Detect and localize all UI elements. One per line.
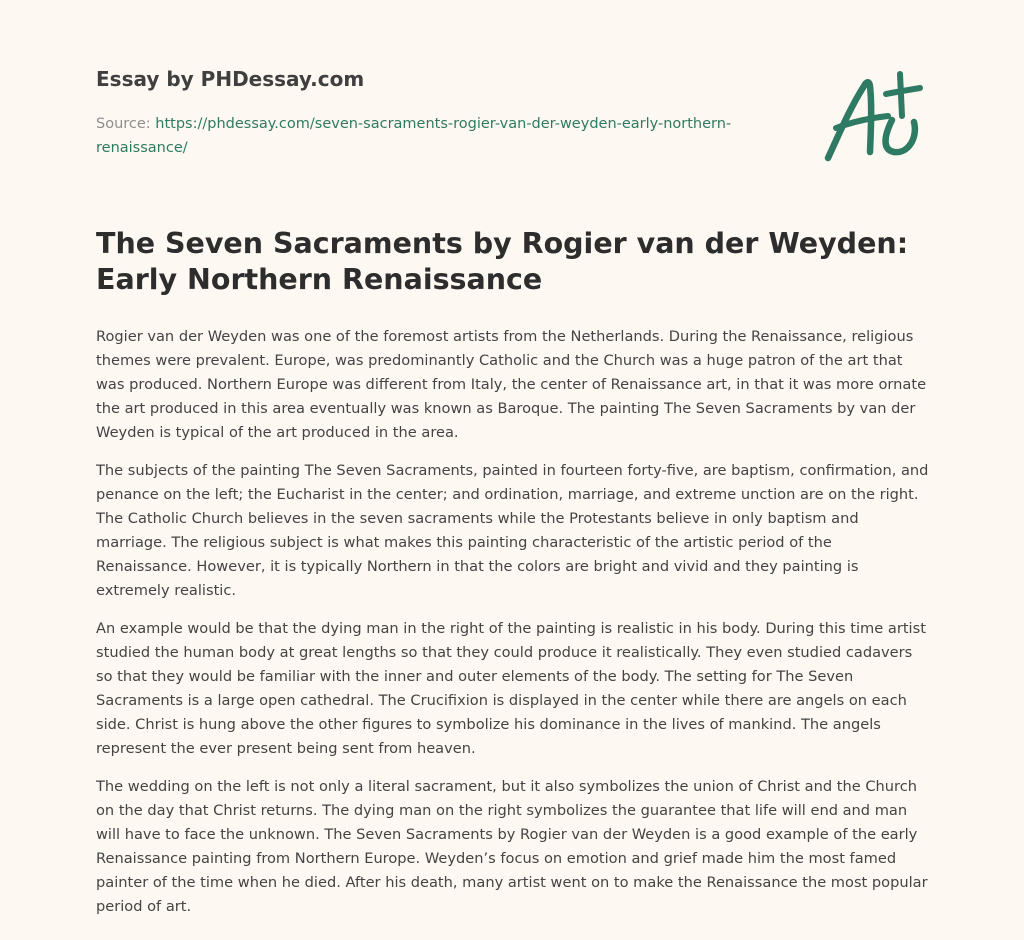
source-line	[96, 112, 786, 160]
paragraph: An example would be that the dying man in the right of the painting is realistic in his body. During this time artist studied the human body at great lengths so that they could produce it realistically. They even studied cadavers so that they would be familiar with the inner and outer elements of the body. The setting for The Seven Sacraments is a large open cathedral. The Crucifixion is displayed in the center while there are angels on each side. Christ is hung above the other figures to symbolize his dominance in the lives of mankind. The angels represent the ever present being sent from heaven.	[96, 620, 926, 757]
paragraph: Rogier van der Weyden was one of the foremost artists from the Netherlands. During the Renaissance, religious themes were prevalent. Europe, was predominantly Catholic and the Church was a huge patron of the art that was produced. Northern Europe was different from Italy, the center of Renaissance art, in that it was more ornate the art produced in this area eventually was known as Baroque. The painting The Seven Sacraments by van der Weyden is typical of the art produced in the area.	[96, 328, 927, 441]
article-body	[96, 325, 932, 933]
source-label: Source:	[96, 116, 151, 132]
a-plus-logo-icon	[822, 66, 926, 166]
site-brand: Essay by PHDessay.com	[96, 67, 365, 91]
paragraph: The subjects of the painting The Seven Sacraments, painted in fourteen forty-five, are baptism, confirmation, and penance on the left; the Eucharist in the center; and ordination, marriage, and extreme unction are on the right. The Catholic Church believes in the seven sacraments while the Protestants believe in only baptism and marriage. The religious subject is what makes this painting characteristic of the artistic period of the Renaissance. However, it is typically Northern in that the colors are bright and vivid and they painting is extremely realistic.	[96, 462, 929, 599]
article-title: The Seven Sacraments by Rogier van der Weyden: Early Northern Renaissance	[96, 227, 909, 296]
paragraph: The wedding on the left is not only a literal sacrament, but it also symbolizes the union of Christ and the Church on the day that Christ returns. The dying man on the right symbolizes the guarantee that life will end and man will have to face the unknown. The Seven Sacraments by Rogier van der Weyden is a good example of the early Renaissance painting from Northern Europe. Weyden’s focus on emotion and grief made him the most famed painter of the time when he died. After his death, many artist went on to make the Renaissance the most popular period of art.	[96, 778, 928, 915]
source-link[interactable]: https://phdessay.com/seven-sacraments-rogier-van-der-weyden-early-northern-renaissance/	[96, 116, 732, 156]
